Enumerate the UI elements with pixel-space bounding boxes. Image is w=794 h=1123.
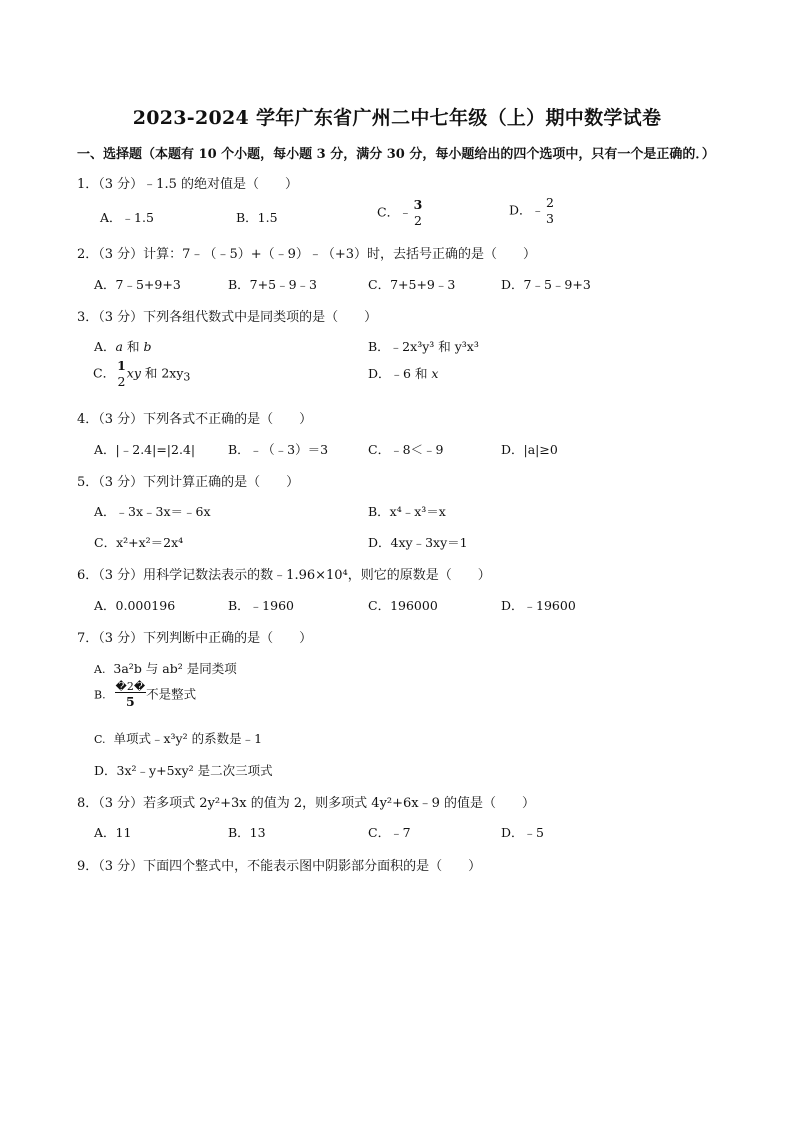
q1-d-denominator: 3 bbox=[546, 210, 554, 226]
q3-c-label: C． bbox=[93, 365, 116, 381]
q6-option-c: C．196000 bbox=[368, 598, 438, 613]
question-2: 2．（3 分）计算：7﹣（﹣5）+（﹣9）﹣（+3）时，去括号正确的是（ ） bbox=[77, 247, 537, 262]
q1-option-c-label: C． bbox=[377, 204, 400, 220]
q3-c-xy: xy bbox=[126, 365, 141, 381]
q7-c-text: 单项式﹣x³y² 的系数是﹣1 bbox=[113, 731, 263, 746]
question-1: 1．（3 分）﹣1.5 的绝对值是（ ） bbox=[77, 177, 298, 192]
q1-option-d-sign: ﹣ bbox=[531, 202, 545, 218]
q5-option-b: B．x⁴﹣x³＝x bbox=[368, 504, 446, 519]
q7-option-c bbox=[94, 729, 262, 747]
q1-option-d-fraction bbox=[545, 197, 555, 225]
q3-a-term2: b bbox=[143, 339, 152, 354]
q7-option-b bbox=[94, 681, 196, 709]
q3-option-c bbox=[93, 360, 190, 388]
q7-b-label: B. bbox=[94, 688, 106, 702]
q1-c-numerator: 3 bbox=[413, 197, 423, 212]
q6-option-b: B．﹣1960 bbox=[228, 598, 294, 613]
q4-option-d: D．|a|≥0 bbox=[501, 442, 558, 457]
q3-c-numerator: 1 bbox=[117, 358, 126, 373]
q2-option-a: A．7﹣5+9+3 bbox=[94, 277, 181, 292]
q3-c-denominator: 2 bbox=[117, 373, 126, 389]
question-9: 9．（3 分）下面四个整式中，不能表示图中阴影部分面积的是（ ） bbox=[77, 859, 482, 874]
question-5: 5．（3 分）下列计算正确的是（ ） bbox=[77, 475, 300, 490]
q6-option-a: A．0.000196 bbox=[94, 598, 176, 613]
q7-option-d: D．3x²﹣y+5xy² 是二次三项式 bbox=[94, 763, 273, 778]
q3-option-d bbox=[368, 364, 438, 382]
q7-option-a bbox=[94, 659, 237, 677]
question-3: 3．（3 分）下列各组代数式中是同类项的是（ ） bbox=[77, 310, 378, 325]
q3-d-x: x bbox=[431, 366, 439, 381]
q1-option-a: A．﹣1.5 bbox=[100, 210, 154, 225]
q3-a-and: 和 bbox=[122, 339, 144, 354]
q4-option-b: B．﹣（﹣3）＝3 bbox=[228, 442, 329, 457]
q8-option-c: C．﹣7 bbox=[368, 825, 411, 840]
q1-option-b: B．1.5 bbox=[236, 210, 278, 225]
question-7: 7．（3 分）下列判断中正确的是（ ） bbox=[77, 631, 313, 646]
question-6: 6．（3 分）用科学记数法表示的数﹣1.96×10⁴，则它的原数是（ ） bbox=[77, 568, 491, 583]
q5-option-d: D．4xy﹣3xy＝1 bbox=[368, 535, 468, 550]
q8-option-a: A．11 bbox=[94, 825, 132, 840]
q6-option-d: D．﹣19600 bbox=[501, 598, 576, 613]
q2-option-c: C．7+5+9﹣3 bbox=[368, 277, 456, 292]
q5-option-c: C．x²+x²＝2x⁴ bbox=[94, 535, 184, 550]
q8-option-d: D．﹣5 bbox=[501, 825, 544, 840]
page-title: 2023-2024 学年广东省广州二中七年级（上）期中数学试卷 bbox=[132, 107, 662, 129]
q7-b-denominator: 5 bbox=[125, 694, 135, 709]
q3-option-a bbox=[94, 337, 151, 355]
q3-a-term1: a bbox=[115, 339, 123, 354]
q7-c-label: C. bbox=[94, 733, 106, 746]
section-heading: 一、选择题（本题有 10 个小题，每小题 3 分，满分 30 分，每小题给出的四个选项中，只有一个是正确的．） bbox=[77, 147, 715, 162]
q7-b-numerator: �2� bbox=[115, 680, 146, 693]
q7-b-text: 不是整式 bbox=[146, 686, 197, 702]
q1-option-c-fraction bbox=[413, 199, 424, 227]
q1-option-d-label: D． bbox=[509, 202, 532, 218]
q3-a-label: A． bbox=[94, 339, 116, 354]
q8-option-b: B．13 bbox=[228, 825, 266, 840]
q2-option-b: B．7+5﹣9﹣3 bbox=[228, 277, 317, 292]
q2-option-d: D．7﹣5﹣9+3 bbox=[501, 277, 591, 292]
q4-option-c: C．﹣8＜﹣9 bbox=[368, 442, 444, 457]
q3-c-and: 和 2xy bbox=[140, 365, 184, 381]
q3-option-b: B．﹣2x³y³ 和 y³x³ bbox=[368, 339, 479, 354]
q5-option-a: A．﹣3x﹣3x＝﹣6x bbox=[94, 504, 211, 519]
q7-b-fraction bbox=[115, 681, 147, 709]
question-8: 8．（3 分）若多项式 2y²+3x 的值为 2，则多项式 4y²+6x﹣9 的值是（ ） bbox=[77, 796, 536, 811]
q1-d-numerator: 2 bbox=[546, 195, 554, 210]
q4-option-a: A．|﹣2.4|=|2.4| bbox=[94, 442, 196, 457]
q1-c-denominator: 2 bbox=[413, 212, 422, 228]
q1-option-c bbox=[377, 199, 423, 227]
q7-a-label: A. bbox=[94, 663, 106, 676]
q1-option-d bbox=[509, 197, 555, 225]
q3-c-fraction bbox=[116, 360, 127, 388]
q3-c-subscript: 3 bbox=[183, 370, 191, 384]
question-4: 4．（3 分）下列各式不正确的是（ ） bbox=[77, 412, 313, 427]
q3-d-label: D．﹣6 和 bbox=[368, 366, 432, 381]
q1-option-c-sign: ﹣ bbox=[399, 204, 412, 220]
q7-a-text: 3a²b 与 ab² 是同类项 bbox=[113, 661, 237, 676]
